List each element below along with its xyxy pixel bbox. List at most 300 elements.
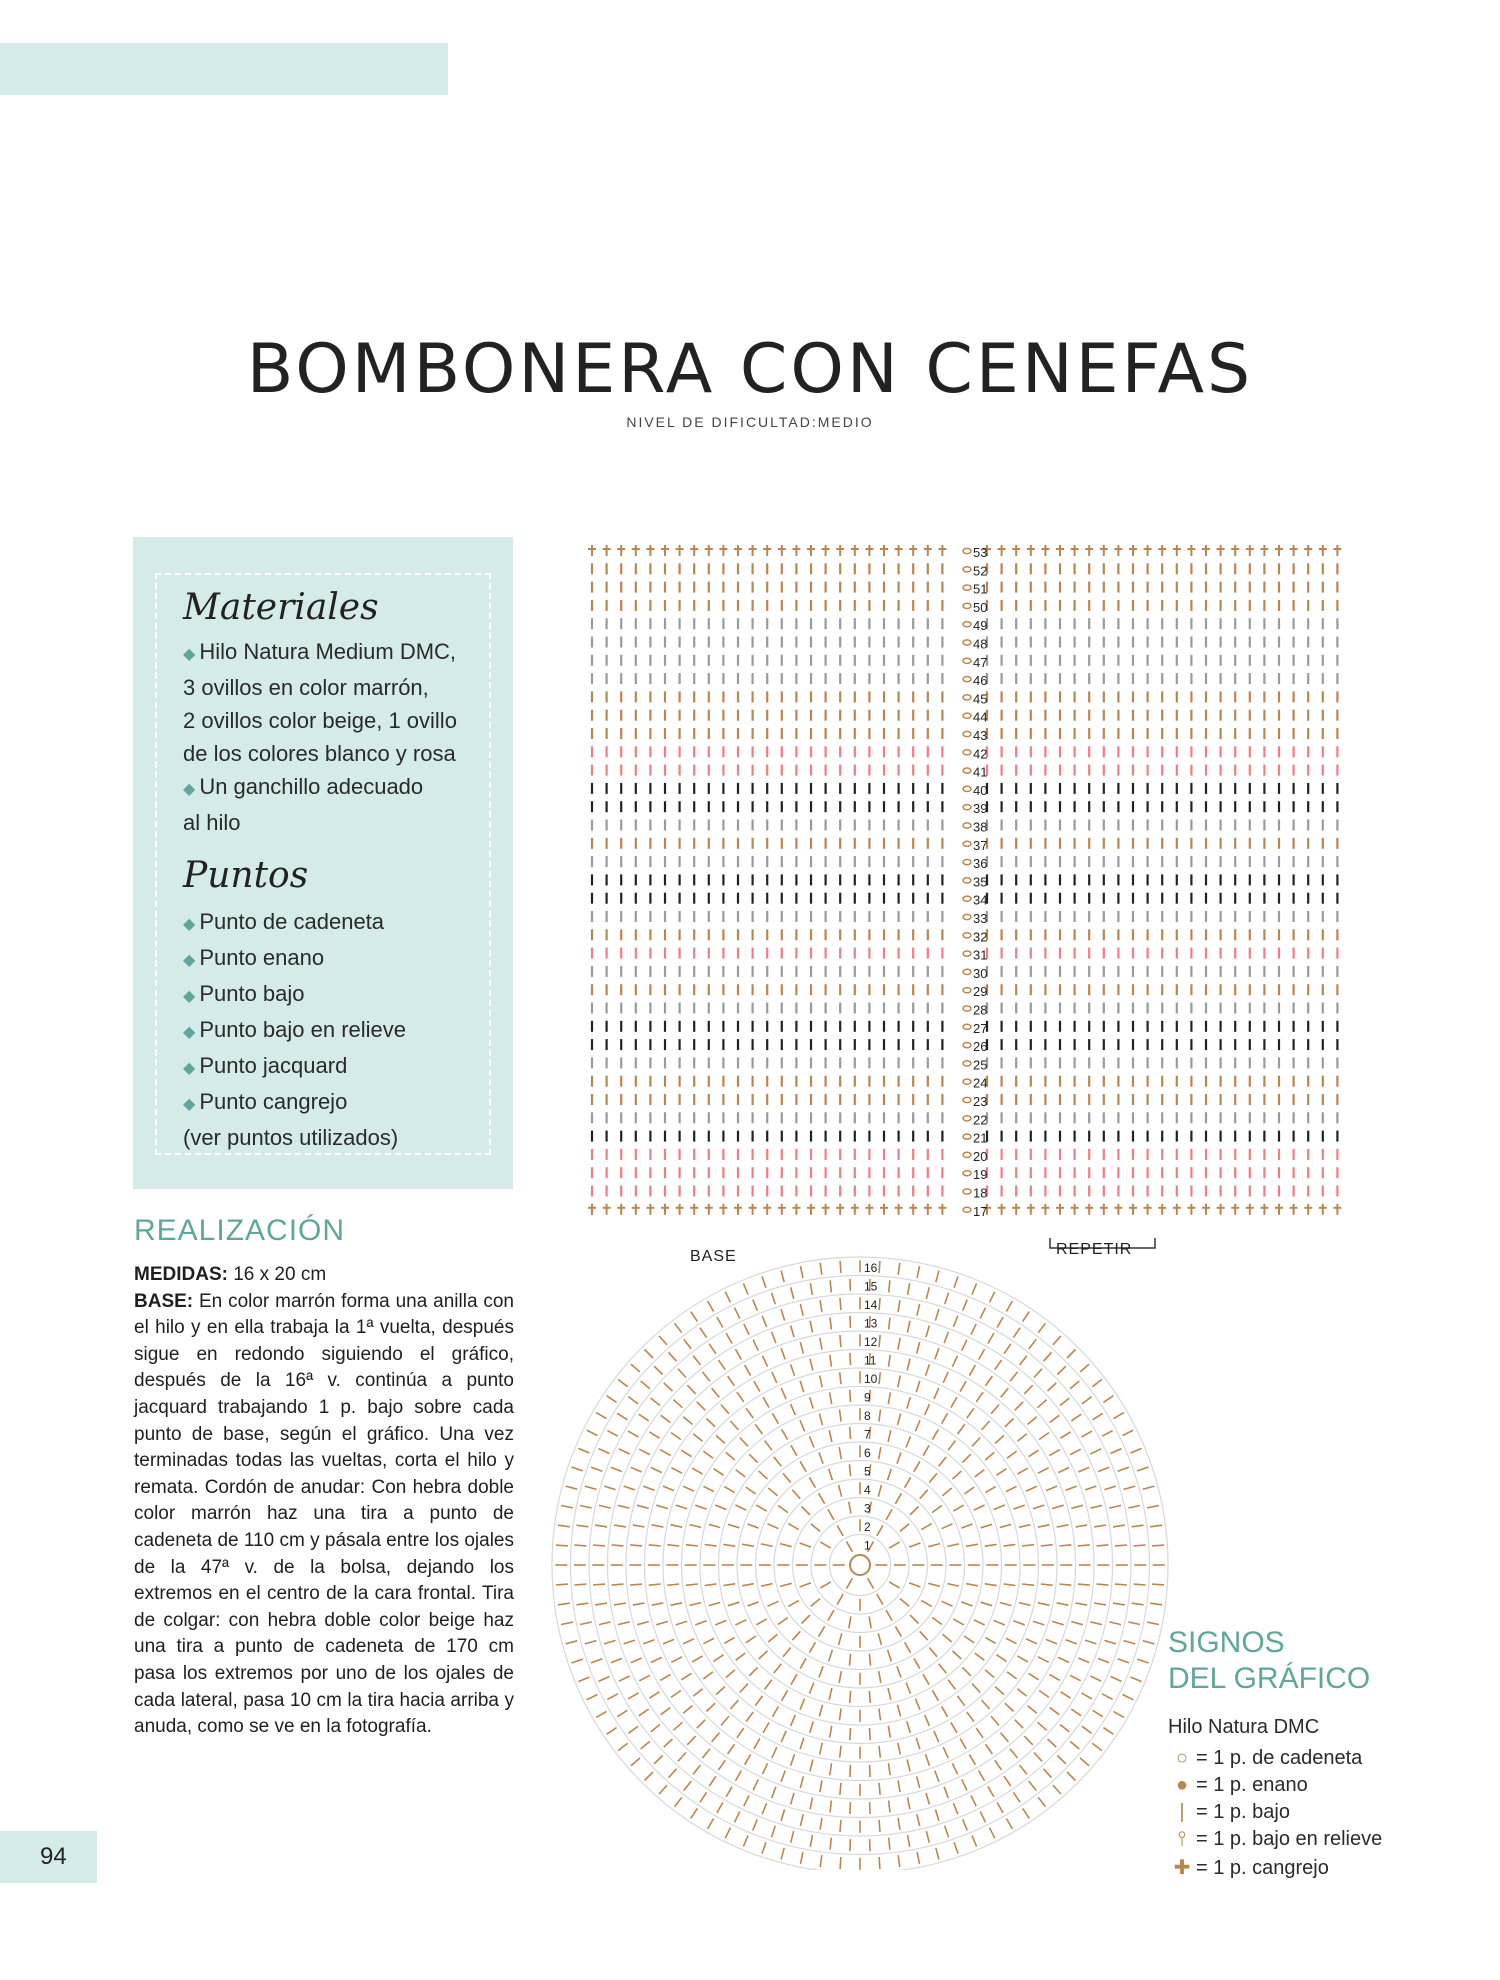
stitch-mark [742,1584,754,1586]
stitch-mark [706,1419,715,1427]
chain-stitch-mark [963,914,971,919]
stitch-mark [929,1648,937,1657]
stitch-mark [765,1441,772,1451]
stitch-mark [839,1671,841,1683]
row-number-label: 25 [973,1057,988,1073]
stitch-mark [936,1271,939,1283]
stitch-mark [1070,1675,1081,1681]
stitch-mark [830,1838,831,1850]
stitch-mark [705,1545,717,1547]
stitch-mark [979,1771,985,1781]
stitch-mark [985,1584,997,1586]
stitch-mark [839,1447,841,1459]
base-label: BASE [690,1248,737,1265]
stitch-mark [1033,1505,1044,1509]
stitch-mark [948,1680,955,1690]
stitch-mark [709,1603,721,1606]
stitch-mark [921,1524,931,1530]
row-number-label: 17 [973,1203,988,1219]
stitch-mark [1090,1676,1101,1681]
stitch-mark [1005,1419,1014,1427]
stitch-mark [986,1744,993,1754]
stitch-mark [820,1338,822,1350]
stitch-mark [633,1603,645,1605]
stitch-mark [1078,1658,1089,1663]
stitch-mark [889,1355,891,1367]
stitch-mark [669,1769,677,1778]
stitch-mark [1059,1584,1071,1585]
stitch-mark [791,1793,794,1805]
stitch-mark [820,1263,822,1275]
materials-list [183,635,483,839]
stitch-mark [1082,1397,1092,1404]
stitch-mark [1128,1622,1140,1625]
stitch-mark [962,1779,967,1790]
stitch-mark [979,1349,985,1359]
stitch-mark [661,1708,671,1715]
row-number-label: 42 [973,746,988,762]
stitch-mark [761,1544,773,1547]
stitch-mark [1102,1431,1113,1437]
row-number-label: 44 [973,709,988,725]
stitch-mark [932,1618,942,1625]
stitch-mark [778,1506,788,1513]
stitch-mark [1147,1506,1159,1508]
stitch-mark [678,1369,686,1378]
stitch-mark [960,1381,966,1391]
stitch-mark [715,1505,726,1510]
stitch-mark [1137,1467,1148,1471]
stitch-mark [671,1603,683,1606]
stitch-mark [1006,1638,1017,1643]
stitch-mark [724,1637,734,1643]
stitch-mark [1034,1369,1042,1378]
stitch-mark [687,1736,695,1745]
stitch-mark [556,1545,568,1546]
stitch-mark [971,1324,976,1335]
stitch-mark [1078,1584,1090,1585]
realizacion-heading: REALIZACIÓN [134,1214,346,1247]
stitch-mark [926,1793,929,1805]
stitch-mark [972,1438,980,1447]
stitch-mark [1070,1449,1081,1455]
stitch-mark [649,1584,661,1585]
stitch-mark [980,1308,985,1319]
stitch-mark [1026,1486,1037,1491]
relief-single-crochet-icon: ⫯ [1177,1828,1187,1850]
stitch-mark [809,1477,815,1487]
stitch-mark [934,1388,939,1399]
row-number-label: 26 [973,1039,988,1055]
round-number-label: 13 [864,1316,878,1331]
stitch-mark [1048,1739,1057,1747]
stitch-mark [708,1819,714,1829]
stitch-mark [800,1304,803,1316]
stitch-mark [1013,1621,1024,1625]
chain-stitch-mark [963,988,971,993]
stitch-mark [692,1656,702,1662]
stitch-mark [830,1801,831,1813]
stitch-mark [967,1408,974,1418]
stitch-mark [595,1525,607,1527]
stitch-mark [982,1421,990,1430]
stitch-mark [735,1308,740,1319]
stitch-mark [1013,1328,1020,1338]
stitch-mark [819,1453,823,1464]
row-number-label: 53 [973,545,988,560]
stitch-mark [1001,1388,1009,1397]
stitch-mark [947,1544,959,1547]
stitch-mark [556,1584,568,1585]
stitch-mark [721,1405,729,1414]
stitch-mark [1124,1641,1136,1644]
stitch-mark [1067,1772,1076,1781]
stitch-mark [1094,1525,1106,1527]
stitch-mark [743,1836,748,1847]
round-number-label: 6 [864,1446,871,1460]
stitch-mark [810,1683,814,1694]
stitch-mark [1024,1736,1032,1745]
stitch-mark [974,1620,985,1625]
stitch-mark [953,1505,963,1511]
stitch-mark [869,1691,870,1703]
stitch-mark [717,1803,723,1813]
diamond-bullet-icon: ◆ [183,916,196,933]
stitch-mark [726,1670,735,1678]
stitch-mark [1085,1486,1096,1490]
stitch-mark [954,1842,958,1853]
stitch-mark [975,1470,985,1477]
stitch-mark [702,1372,710,1381]
diamond-bullet-icon: ◆ [183,1096,196,1113]
stitch-mark [1038,1797,1045,1807]
stitch-mark [669,1352,677,1361]
stitch-mark [788,1600,798,1606]
stitch-mark [840,1410,842,1422]
stitch-mark [895,1493,901,1503]
stitch-mark [604,1640,616,1644]
stitch-mark [1059,1545,1071,1546]
stitch-mark [974,1505,985,1510]
stitch-mark [819,1414,822,1426]
diamond-bullet-icon: ◆ [183,1024,196,1041]
round-ring [682,1387,1039,1744]
stitch-mark [1041,1584,1053,1585]
chain-stitch-mark [963,750,971,755]
stitch-mark [935,1348,939,1359]
slip-stitch-icon: ● [1175,1774,1189,1796]
stitch-mark [599,1677,610,1682]
stitch-mark [960,1738,966,1748]
stitch-mark [759,1651,768,1659]
stitch-mark [961,1602,972,1606]
stitch-mark [849,1464,850,1476]
stitch-mark [1010,1372,1018,1381]
stitch-mark [889,1801,890,1813]
stitch-mark [840,1372,841,1384]
stitch-mark [1038,1722,1047,1730]
stitch-mark [748,1602,759,1606]
row-number-label: 30 [973,965,988,981]
stitch-mark [645,1350,654,1359]
stitch-mark [877,1594,883,1604]
stitch-mark [1070,1381,1079,1389]
stitch-mark [585,1486,597,1489]
stitch-mark [612,1584,624,1585]
stitch-mark [633,1525,645,1527]
stitch-mark [906,1436,910,1447]
stitch-mark [768,1601,779,1606]
chain-stitch-mark [963,1152,971,1157]
stitch-mark [801,1266,803,1278]
stitch-mark [714,1469,724,1476]
stitch-mark [947,1584,959,1587]
stitch-mark [1104,1640,1116,1644]
chain-stitch-mark [963,695,971,700]
stitch-mark [996,1469,1006,1476]
stitch-mark [819,1493,825,1503]
realizacion-text [134,1262,514,1741]
stitch-mark [810,1721,814,1733]
stitch-mark [716,1435,725,1443]
stitch-mark [756,1619,766,1625]
stitch-mark [593,1584,605,1585]
stitch-mark [908,1283,910,1295]
row-number-label: 18 [973,1185,988,1201]
stitch-mark [932,1429,938,1439]
stitch-mark [726,1787,732,1797]
stitch-mark [828,1610,834,1620]
stitch-mark [917,1266,919,1278]
stitch-mark [686,1545,698,1546]
row-number-label: 23 [973,1094,988,1109]
stitch-mark [839,1485,842,1497]
stitch-mark [917,1852,919,1864]
stitch-mark [1114,1711,1124,1717]
stitch-mark [829,1469,833,1480]
stitch-mark [837,1594,843,1604]
stitch-mark [1123,1430,1134,1435]
stitch-mark [907,1359,910,1371]
stitch-mark [962,1667,970,1675]
stitch-mark [1022,1584,1034,1585]
stitch-mark [735,1771,741,1781]
stitch-mark [889,1582,899,1588]
stitch-mark [820,1780,822,1792]
stitch-mark [639,1414,649,1421]
stitch-mark [1026,1639,1037,1644]
stitch-mark [898,1818,900,1830]
stitch-mark [693,1689,702,1696]
stitch-mark [1052,1621,1064,1624]
stitch-mark [703,1451,713,1458]
chain-stitch-mark [963,1134,971,1139]
stitch-mark [671,1691,681,1698]
stitch-mark [926,1287,929,1299]
row-number-label: 48 [973,636,988,652]
row-number-label: 28 [973,1002,988,1018]
stitch-mark [792,1490,800,1499]
stitch-mark [724,1487,734,1493]
stitch-mark [995,1760,1002,1770]
row-number-label: 36 [973,856,988,872]
stitch-mark [1090,1505,1102,1508]
stitch-mark [1152,1584,1164,1585]
stitch-mark [624,1640,635,1644]
stitch-mark [599,1622,611,1625]
stitch-mark [920,1490,928,1499]
chain-stitch-mark [963,567,971,572]
diamond-bullet-icon: ◆ [183,952,196,969]
stitch-mark [693,1765,700,1774]
stitch-mark [909,1583,920,1587]
stitch-mark [1046,1486,1057,1491]
stitch-mark [768,1488,777,1496]
stitch-mark [1118,1467,1129,1471]
row-number-label: 52 [973,563,988,579]
stitch-mark [921,1600,931,1606]
jacquard-chart [580,530,1350,1260]
stitch-mark [1071,1622,1083,1625]
stitch-mark [914,1461,920,1471]
stitch-mark [846,1578,852,1588]
row-number-label: 38 [973,819,988,835]
stitch-mark [1048,1383,1057,1391]
stitch-mark [1092,1743,1102,1750]
page-number: 94 [40,1843,67,1870]
stitch-mark [561,1622,573,1624]
stitch-mark [958,1696,965,1706]
stitch-mark [614,1525,626,1527]
stitch-mark [639,1449,650,1455]
stitch-mark [1092,1380,1102,1387]
stitch-mark [991,1405,999,1414]
stitch-mark [723,1544,735,1546]
stitch-mark [810,1436,814,1447]
stitch-mark [684,1781,691,1791]
stitch-mark [587,1695,598,1700]
stitch-mark [574,1584,586,1585]
stitch-mark [800,1738,804,1749]
stitch-mark [618,1622,630,1625]
stitch-mark [631,1467,642,1472]
stitch-mark [1080,1364,1089,1372]
stitch-mark [870,1765,871,1777]
stitch-mark [768,1524,779,1529]
stitch-mark [759,1471,768,1479]
stitch-mark [1004,1344,1011,1354]
stitch-mark [700,1792,707,1802]
materials-line: de los colores blanco y rosa [183,741,456,766]
stitch-mark [886,1509,892,1519]
stitch-mark [1128,1506,1140,1509]
chain-stitch-icon: ○ [1175,1747,1189,1769]
materials-line: ◆ Un ganchillo adecuado [183,774,424,799]
stitch-mark [783,1473,791,1482]
stitch-mark [762,1276,766,1287]
stitch-mark [1038,1400,1047,1408]
stitch-mark [945,1826,949,1837]
stitch-mark [879,1857,880,1869]
stitch-mark [830,1355,832,1367]
stitch-mark [1023,1312,1030,1322]
stitch-mark [791,1715,796,1726]
stitch-mark [897,1666,901,1677]
stitch-mark [577,1525,589,1527]
stitch-mark [1038,1657,1049,1663]
stitch-mark [966,1584,978,1586]
stitch-mark [1057,1525,1069,1527]
stitch-mark [1001,1733,1009,1742]
stitch-mark [744,1795,749,1806]
stitch-mark [935,1771,939,1782]
row-number-label: 24 [973,1075,988,1091]
stitch-mark [596,1711,606,1717]
stitch-mark [781,1848,784,1860]
top-decorative-bar [0,43,448,95]
stitch-mark [686,1584,698,1585]
list-item: ◆ Punto de cadeneta [183,909,385,934]
stitch-mark [932,1506,942,1513]
stitch-mark [639,1709,649,1716]
stitch-mark [820,1818,822,1830]
stitch-mark [994,1505,1005,1510]
stitch-mark [840,1709,842,1721]
stitch-mark [781,1271,784,1283]
base-paragraph: BASE: En color marrón forma una anilla con el hilo y en ella trabaja la 1ª vuelta, después sigue en redondo siguiendo el gráfico, después de la 16ª v. continúa a punto jacquard trabajando 1 p. bajo sobre cada punto de base, según el gráfico. Una vez terminadas todas las vueltas, corta el hilo y remata. Cordón de anudar: Con hebra doble color marrón haz una tira a punto de cadeneta de 110 cm y pásala entre los ojales de la 47ª v. de la bolsa, dejando los extremos en el centro de la cara frontal. Tira de colgar: con hebra doble color beige haz una tira a punto de cadeneta de 170 cm pasa los extremos por uno de los ojales de cada lateral, pasa 10 cm la tira hacia arriba y anuda, como se ve en la fotografía. [134,1290,514,1738]
chain-stitch-mark [963,1043,971,1048]
stitch-mark [1038,1603,1050,1606]
stitch-mark [972,1684,980,1693]
stitch-mark [1090,1622,1102,1625]
stitch-mark [997,1803,1003,1813]
stitch-mark [580,1622,592,1625]
stitch-mark [691,1808,698,1818]
stitch-mark [781,1388,786,1399]
stitch-mark [791,1404,796,1415]
stitch-mark [1067,1350,1076,1359]
chain-stitch-mark [963,768,971,773]
row-number-label: 37 [973,837,988,853]
stitch-mark [907,1397,911,1409]
stitch-mark [917,1814,920,1826]
stitch-mark [1131,1448,1142,1453]
round-number-label: 4 [864,1483,871,1497]
stitch-mark [929,1473,937,1482]
stitch-mark [897,1453,901,1464]
stitch-mark [628,1431,638,1437]
stitch-mark [811,1524,820,1532]
stitch-mark [1019,1603,1031,1606]
stitch-mark [943,1747,948,1758]
stitch-mark [936,1848,939,1860]
stitch-mark [660,1674,670,1680]
stitch-mark [1093,1413,1103,1419]
stitch-mark [995,1687,1004,1695]
stitch-mark [577,1603,589,1605]
round-number-label: 10 [864,1372,878,1386]
stitch-mark [656,1621,668,1624]
stitch-mark [1147,1622,1159,1624]
chain-stitch-mark [963,548,971,553]
stitch-mark [693,1356,700,1365]
row-number-label: 50 [973,599,988,615]
stitch-mark [997,1317,1003,1327]
stitch-mark [1034,1753,1042,1762]
stitch-mark [964,1636,974,1643]
stitch-mark [942,1413,948,1423]
stitch-mark [1061,1692,1071,1698]
